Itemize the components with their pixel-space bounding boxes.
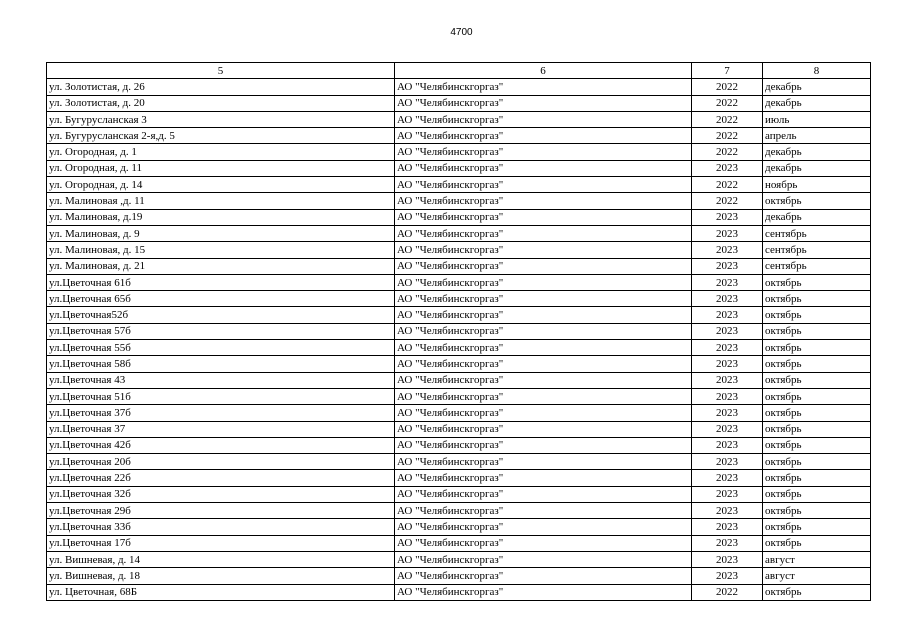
month-cell: октябрь: [763, 437, 871, 453]
year-cell: 2023: [692, 242, 763, 258]
month-cell: октябрь: [763, 405, 871, 421]
table-row: [47, 356, 871, 372]
address-cell: ул.Цветочная 17б: [47, 535, 395, 551]
table-row: [47, 258, 871, 274]
year-cell: 2022: [692, 193, 763, 209]
year-cell: 2023: [692, 454, 763, 470]
year-cell: 2023: [692, 551, 763, 567]
organization-cell: АО "Челябинскгоргаз": [395, 274, 692, 290]
year-cell: 2023: [692, 519, 763, 535]
table-row: [47, 193, 871, 209]
column-header: 7: [692, 63, 763, 79]
organization-cell: АО "Челябинскгоргаз": [395, 535, 692, 551]
table-row: [47, 340, 871, 356]
address-cell: ул.Цветочная 42б: [47, 437, 395, 453]
address-cell: ул.Цветочная 29б: [47, 503, 395, 519]
organization-cell: АО "Челябинскгоргаз": [395, 323, 692, 339]
organization-cell: АО "Челябинскгоргаз": [395, 519, 692, 535]
organization-cell: АО "Челябинскгоргаз": [395, 307, 692, 323]
address-cell: ул. Цветочная, 68Б: [47, 584, 395, 600]
address-cell: ул. Малиновая, д.19: [47, 209, 395, 225]
year-cell: 2022: [692, 584, 763, 600]
address-cell: ул.Цветочная 61б: [47, 274, 395, 290]
month-cell: октябрь: [763, 323, 871, 339]
column-header: 6: [395, 63, 692, 79]
table-row: [47, 291, 871, 307]
table-row: [47, 307, 871, 323]
address-cell: ул. Малиновая, д. 9: [47, 225, 395, 241]
year-cell: 2023: [692, 470, 763, 486]
table-row: [47, 503, 871, 519]
organization-cell: АО "Челябинскгоргаз": [395, 79, 692, 95]
year-cell: 2022: [692, 111, 763, 127]
month-cell: ноябрь: [763, 177, 871, 193]
month-cell: июль: [763, 111, 871, 127]
month-cell: август: [763, 551, 871, 567]
month-cell: декабрь: [763, 160, 871, 176]
organization-cell: АО "Челябинскгоргаз": [395, 291, 692, 307]
organization-cell: АО "Челябинскгоргаз": [395, 470, 692, 486]
year-cell: 2023: [692, 568, 763, 584]
organization-cell: АО "Челябинскгоргаз": [395, 437, 692, 453]
address-cell: ул.Цветочная 65б: [47, 291, 395, 307]
year-cell: 2023: [692, 486, 763, 502]
table-body: [47, 79, 871, 601]
organization-cell: АО "Челябинскгоргаз": [395, 340, 692, 356]
month-cell: декабрь: [763, 209, 871, 225]
table-row: [47, 274, 871, 290]
organization-cell: АО "Челябинскгоргаз": [395, 405, 692, 421]
address-cell: ул. Вишневая, д. 18: [47, 568, 395, 584]
year-cell: 2023: [692, 340, 763, 356]
table-row: [47, 388, 871, 404]
month-cell: октябрь: [763, 307, 871, 323]
month-cell: октябрь: [763, 535, 871, 551]
year-cell: 2023: [692, 160, 763, 176]
table-row: [47, 551, 871, 567]
month-cell: октябрь: [763, 274, 871, 290]
table-row: [47, 128, 871, 144]
month-cell: октябрь: [763, 470, 871, 486]
month-cell: октябрь: [763, 454, 871, 470]
organization-cell: АО "Челябинскгоргаз": [395, 225, 692, 241]
address-cell: ул. Золотистая, д. 26: [47, 79, 395, 95]
table-row: [47, 225, 871, 241]
address-cell: ул. Малиновая ,д. 11: [47, 193, 395, 209]
address-cell: ул.Цветочная 33б: [47, 519, 395, 535]
address-cell: ул.Цветочная 57б: [47, 323, 395, 339]
organization-cell: АО "Челябинскгоргаз": [395, 95, 692, 111]
organization-cell: АО "Челябинскгоргаз": [395, 111, 692, 127]
organization-cell: АО "Челябинскгоргаз": [395, 356, 692, 372]
address-cell: ул. Огородная, д. 1: [47, 144, 395, 160]
month-cell: декабрь: [763, 79, 871, 95]
month-cell: октябрь: [763, 421, 871, 437]
organization-cell: АО "Челябинскгоргаз": [395, 258, 692, 274]
year-cell: 2023: [692, 291, 763, 307]
month-cell: декабрь: [763, 144, 871, 160]
table-row: [47, 177, 871, 193]
organization-cell: АО "Челябинскгоргаз": [395, 421, 692, 437]
address-cell: ул. Малиновая, д. 21: [47, 258, 395, 274]
month-cell: сентябрь: [763, 225, 871, 241]
month-cell: октябрь: [763, 388, 871, 404]
address-cell: ул. Огородная, д. 14: [47, 177, 395, 193]
month-cell: сентябрь: [763, 258, 871, 274]
address-cell: ул.Цветочная 22б: [47, 470, 395, 486]
table-row: [47, 160, 871, 176]
table-row: [47, 372, 871, 388]
year-cell: 2023: [692, 405, 763, 421]
schedule-table: [46, 62, 871, 601]
month-cell: декабрь: [763, 95, 871, 111]
month-cell: сентябрь: [763, 242, 871, 258]
address-cell: ул. Огородная, д. 11: [47, 160, 395, 176]
year-cell: 2023: [692, 274, 763, 290]
year-cell: 2022: [692, 79, 763, 95]
organization-cell: АО "Челябинскгоргаз": [395, 486, 692, 502]
organization-cell: АО "Челябинскгоргаз": [395, 160, 692, 176]
month-cell: октябрь: [763, 486, 871, 502]
year-cell: 2022: [692, 95, 763, 111]
table-row: [47, 519, 871, 535]
column-header: 8: [763, 63, 871, 79]
month-cell: октябрь: [763, 372, 871, 388]
address-cell: ул. Бугурусланская 2-я,д. 5: [47, 128, 395, 144]
address-cell: ул. Золотистая, д. 20: [47, 95, 395, 111]
address-cell: ул.Цветочная 37: [47, 421, 395, 437]
year-cell: 2023: [692, 372, 763, 388]
address-cell: ул.Цветочная 55б: [47, 340, 395, 356]
year-cell: 2023: [692, 258, 763, 274]
address-cell: ул. Вишневая, д. 14: [47, 551, 395, 567]
organization-cell: АО "Челябинскгоргаз": [395, 503, 692, 519]
year-cell: 2023: [692, 307, 763, 323]
address-cell: ул. Малиновая, д. 15: [47, 242, 395, 258]
year-cell: 2023: [692, 225, 763, 241]
month-cell: октябрь: [763, 519, 871, 535]
table-row: [47, 486, 871, 502]
year-cell: 2023: [692, 535, 763, 551]
year-cell: 2023: [692, 323, 763, 339]
organization-cell: АО "Челябинскгоргаз": [395, 454, 692, 470]
page-number: 4700: [450, 27, 473, 38]
year-cell: 2023: [692, 209, 763, 225]
year-cell: 2022: [692, 128, 763, 144]
address-cell: ул.Цветочная 20б: [47, 454, 395, 470]
table-row: [47, 584, 871, 600]
year-cell: 2023: [692, 421, 763, 437]
address-cell: ул.Цветочная 32б: [47, 486, 395, 502]
address-cell: ул. Бугурусланская 3: [47, 111, 395, 127]
organization-cell: АО "Челябинскгоргаз": [395, 144, 692, 160]
table-row: [47, 242, 871, 258]
month-cell: октябрь: [763, 356, 871, 372]
table-row: [47, 323, 871, 339]
month-cell: август: [763, 568, 871, 584]
year-cell: 2022: [692, 144, 763, 160]
month-cell: октябрь: [763, 584, 871, 600]
organization-cell: АО "Челябинскгоргаз": [395, 584, 692, 600]
month-cell: апрель: [763, 128, 871, 144]
organization-cell: АО "Челябинскгоргаз": [395, 551, 692, 567]
table-row: [47, 405, 871, 421]
table-row: [47, 470, 871, 486]
organization-cell: АО "Челябинскгоргаз": [395, 209, 692, 225]
organization-cell: АО "Челябинскгоргаз": [395, 193, 692, 209]
table-row: [47, 454, 871, 470]
table-row: [47, 421, 871, 437]
organization-cell: АО "Челябинскгоргаз": [395, 568, 692, 584]
table-row: [47, 144, 871, 160]
address-cell: ул.Цветочная 43: [47, 372, 395, 388]
table-row: [47, 95, 871, 111]
month-cell: октябрь: [763, 193, 871, 209]
organization-cell: АО "Челябинскгоргаз": [395, 177, 692, 193]
column-header: 5: [47, 63, 395, 79]
year-cell: 2022: [692, 177, 763, 193]
address-cell: ул.Цветочная 51б: [47, 388, 395, 404]
address-cell: ул.Цветочная 58б: [47, 356, 395, 372]
month-cell: октябрь: [763, 340, 871, 356]
organization-cell: АО "Челябинскгоргаз": [395, 372, 692, 388]
organization-cell: АО "Челябинскгоргаз": [395, 242, 692, 258]
address-cell: ул.Цветочная52б: [47, 307, 395, 323]
address-cell: ул.Цветочная 37б: [47, 405, 395, 421]
organization-cell: АО "Челябинскгоргаз": [395, 128, 692, 144]
table-row: [47, 111, 871, 127]
year-cell: 2023: [692, 503, 763, 519]
organization-cell: АО "Челябинскгоргаз": [395, 388, 692, 404]
header-row: [47, 63, 871, 79]
year-cell: 2023: [692, 437, 763, 453]
table-row: [47, 535, 871, 551]
year-cell: 2023: [692, 356, 763, 372]
month-cell: октябрь: [763, 291, 871, 307]
year-cell: 2023: [692, 388, 763, 404]
table-row: [47, 79, 871, 95]
table-row: [47, 437, 871, 453]
month-cell: октябрь: [763, 503, 871, 519]
table-row: [47, 209, 871, 225]
table-row: [47, 568, 871, 584]
